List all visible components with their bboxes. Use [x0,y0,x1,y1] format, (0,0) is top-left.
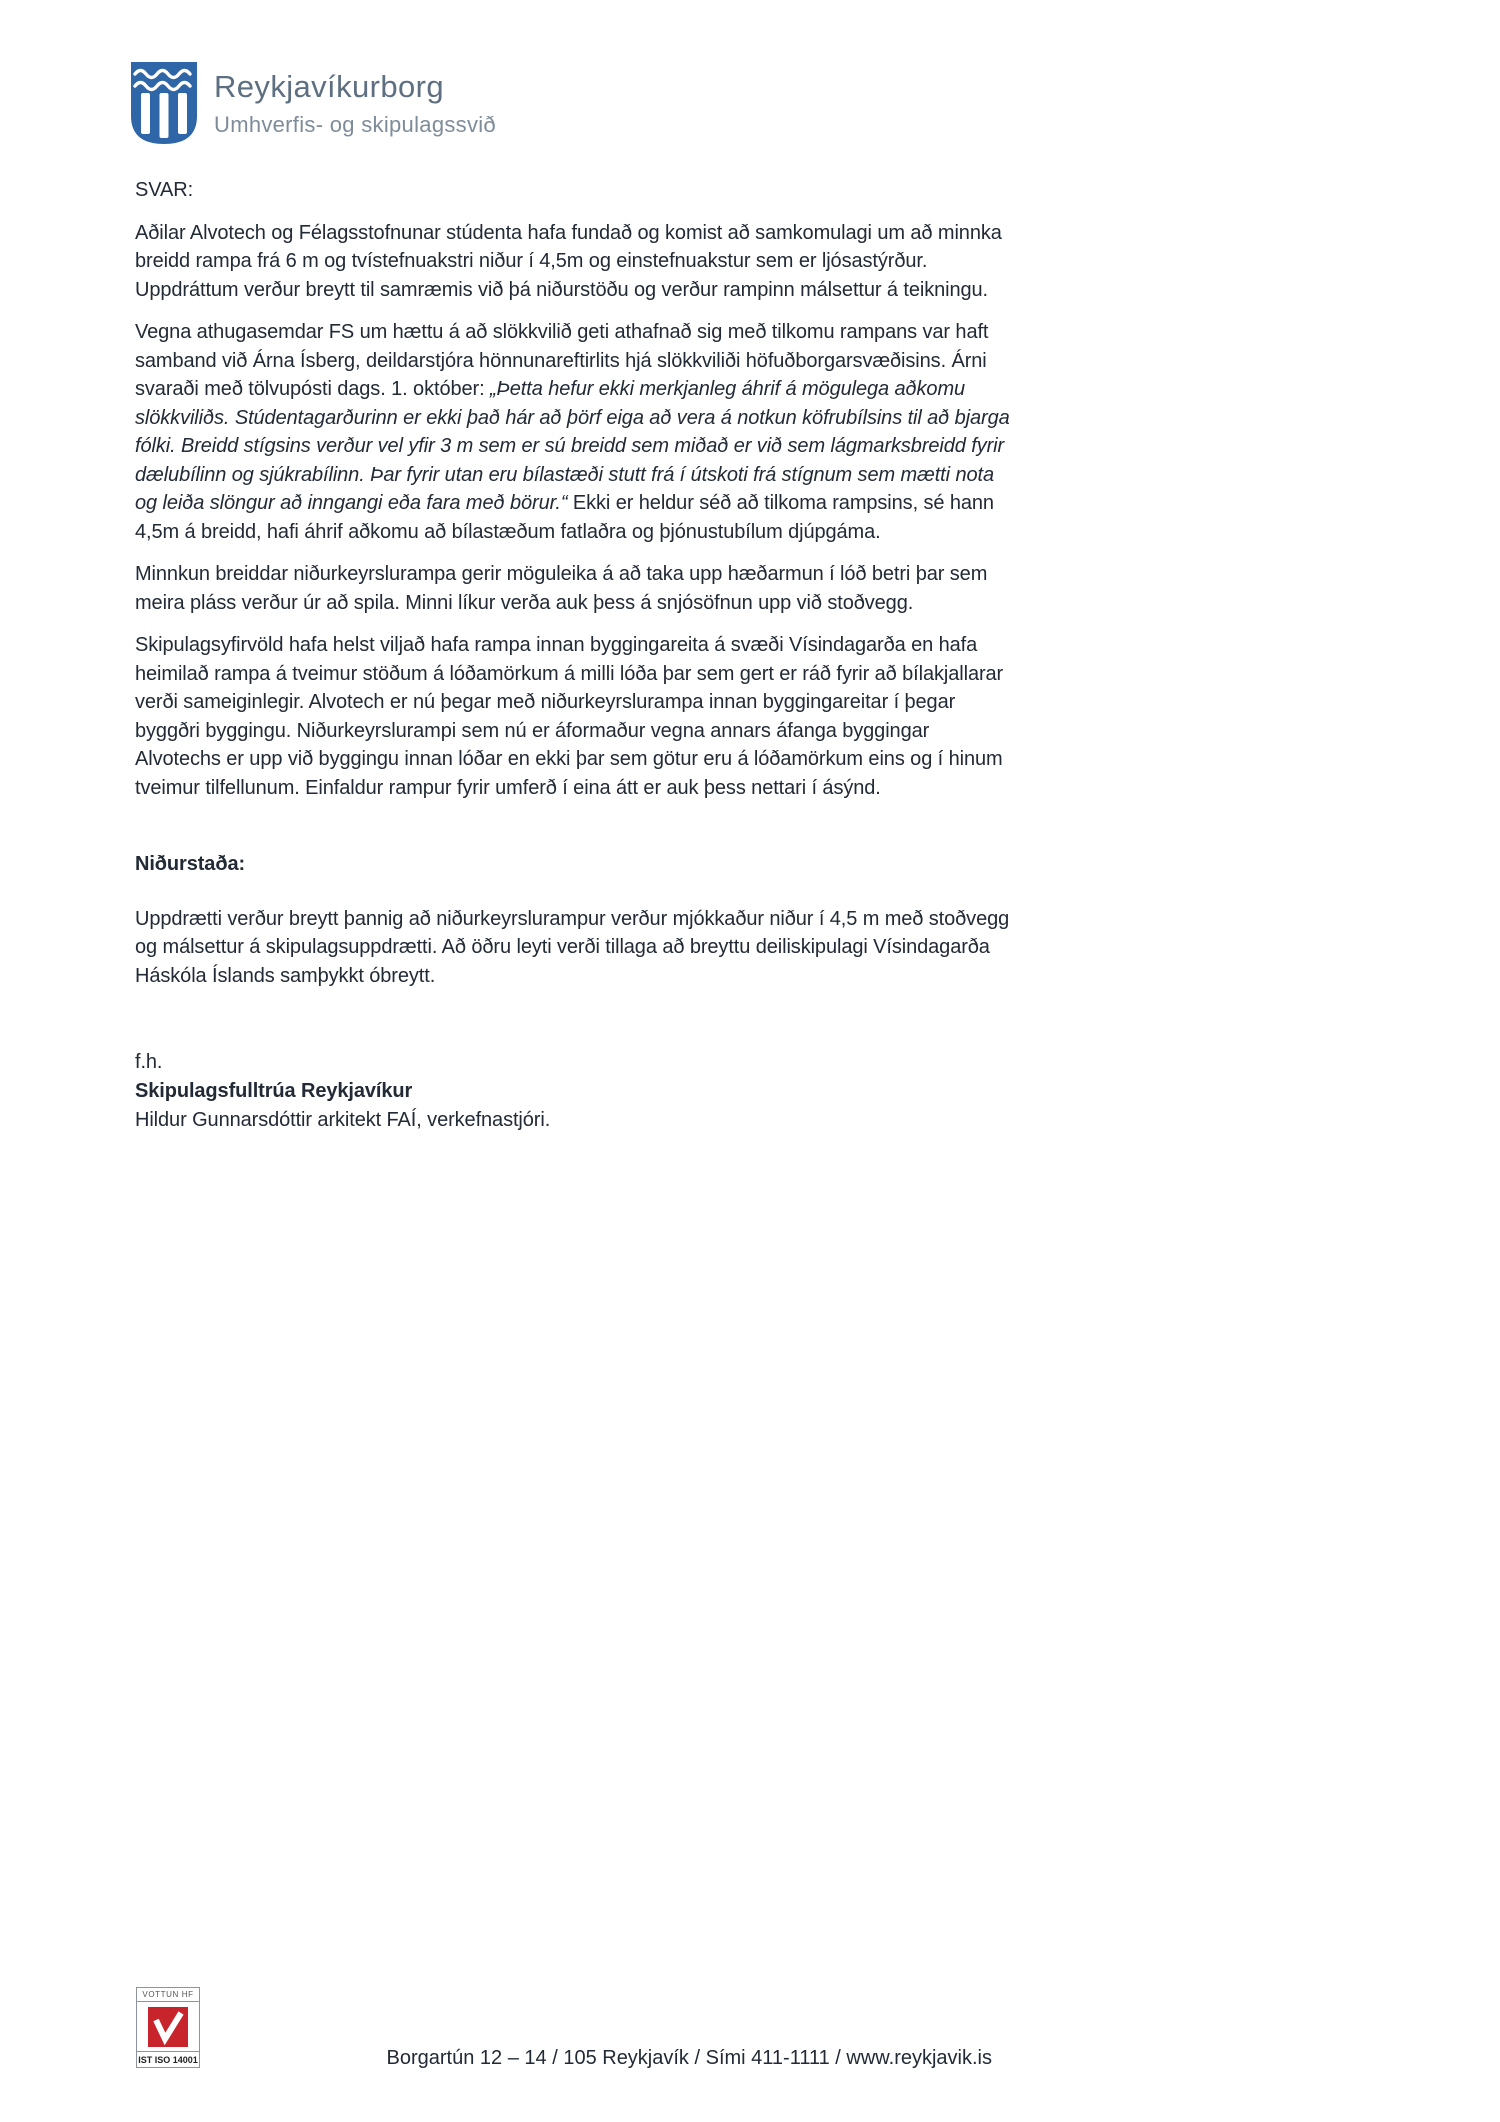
signature-fh: f.h. [135,1051,163,1073]
letterhead [131,62,496,144]
conclusion-heading: Niðurstaða: [135,853,246,875]
signature-block [135,1048,1013,1135]
iso-certification-badge [136,1987,200,2068]
paragraph-fire-brigade-post: Ekki er heldur séð að tilkoma rampsins, sé hann 4,5m á breidd, hafi áhrif aðkomu að bílastæðum fatlaðra og þjónustubílum djúpgáma. [135,492,994,543]
answer-heading: SVAR: [135,179,194,201]
paragraph-agreement: Aðilar Alvotech og Félagsstofnunar stúdenta hafa fundað og komist að samkomulagi um að minnka breidd rampa frá 6 m og tvístefnuakstri niður í 4,5m og einstefnuakstur sem er ljósastýrður. Uppdráttum verður breytt til samræmis við þá niðurstöðu og verður rampinn málsettur á teikningu. [135,221,1002,301]
reykjavik-coat-of-arms-icon [131,62,197,144]
signature-name: Hildur Gunnarsdóttir arkitekt FAÍ, verkefnastjóri. [135,1109,551,1131]
cert-vottun-label: VOTTUN HF [137,1988,199,2002]
signature-title: Skipulagsfulltrúa Reykjavíkur [135,1080,413,1102]
fire-brigade-quote: „Þetta hefur ekki merkjanleg áhrif á mögulega aðkomu slökkviliðs. Stúdentagarðurinn er ekki það hár að þörf eiga að vera á notkun köfrubílsins til að bjarga fólki. Breidd stígsins verður vel yfir 3 m sem er sú breidd sem miðað er við sem lágmarksbreidd fyrir dælubílinn og sjúkrabílinn. Þar fyrir utan eru bílastæði stutt frá í útskoti frá stígnum sem mætti nota og leiða slöngur að inngangi eða fara með börur.“ [135,378,1010,514]
org-name: Reykjavíkurborg [214,69,444,104]
letter-body [135,176,1013,1135]
cert-iso-label: IST ISO 14001 [137,2051,199,2067]
conclusion-paragraph: Uppdrætti verður breytt þannig að niðurkeyrslurampur verður mjókkaður niður í 4,5 m með stoðvegg og málsettur á skipulagsuppdrætti. Að öðru leyti verði tillaga að breyttu deiliskipulagi Vísindagarða Háskóla Íslands samþykkt óbreytt. [135,907,1010,987]
footer-address: Borgartún 12 – 14 / 105 Reykjavík / Sími 411-1111 / www.reykjavik.is [386,2047,992,2069]
paragraph-planning-authorities: Skipulagsyfirvöld hafa helst viljað hafa rampa innan byggingareita á svæði Vísindagarða en hafa heimilað rampa á tveimur stöðum á lóðamörkum á milli lóða þar sem gert er ráð fyrir að bílakjallarar verði sameiginlegir. Alvotech er nú þegar með niðurkeyrslurampa innan byggingareitar í þegar byggðri byggingu. Niðurkeyrslurampi sem nú er áformaður vegna annars áfanga byggingar Alvotechs er upp við byggingu innan lóðar en ekki þar sem götur eru á lóðamörkum eins og í hinum tveimur tilfellunum. Einfaldur rampur fyrir umferð í eina átt er auk þess nettari í ásýnd. [135,634,1004,799]
vottun-checkmark-icon [137,2002,199,2051]
paragraph-fire-brigade-pre: Vegna athugasemdar FS um hættu á að slökkvilið geti athafnað sig með tilkomu rampans var haft samband við Árna Ísberg, deildarstjóra hönnunareftirlits hjá slökkviliði höfuðborgarsvæðisins. Árni svaraði með tölvupósti dags. 1. október: [135,321,989,400]
paragraph-fire-brigade [135,318,1013,546]
org-title-block [214,62,496,138]
paragraph-width-reduction: Minnkun breiddar niðurkeyrslurampa gerir möguleika á að taka upp hæðarmun í lóð betri þar sem meira pláss verður úr að spila. Minni líkur verða auk þess á snjósöfnun upp við stoðvegg. [135,563,988,614]
org-department: Umhverfis- og skipulagssvið [214,112,496,137]
